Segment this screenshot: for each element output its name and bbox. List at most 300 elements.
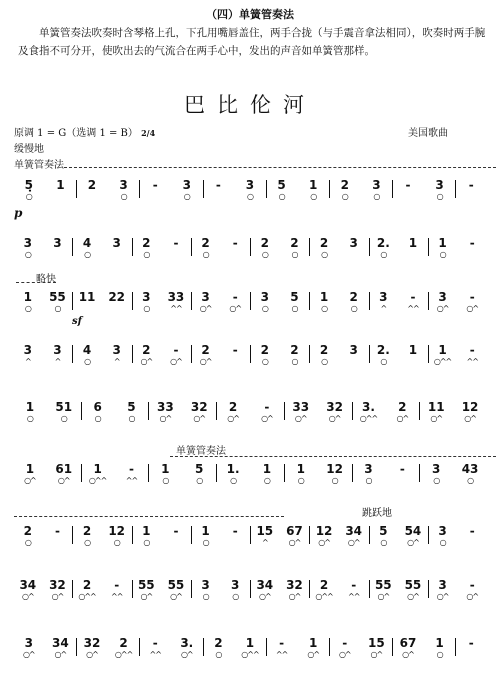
articulation-mark: ○ bbox=[84, 538, 91, 547]
note-cell bbox=[44, 290, 72, 314]
note: 3 bbox=[24, 636, 33, 650]
articulation-mark: ○^ bbox=[258, 592, 271, 601]
articulation-mark: ○ bbox=[232, 592, 239, 601]
articulation-mark: ○^ bbox=[54, 650, 67, 659]
note: 55 bbox=[404, 578, 422, 592]
note: 55 bbox=[167, 578, 185, 592]
note: 3 bbox=[112, 236, 121, 250]
note-cell bbox=[221, 236, 249, 250]
song-title: 巴比伦河 bbox=[184, 93, 316, 117]
note-cell bbox=[14, 290, 42, 314]
note-cell bbox=[192, 524, 220, 548]
note: 12 bbox=[461, 400, 479, 414]
articulation-mark: ○ bbox=[321, 304, 328, 313]
note: 1. bbox=[226, 462, 240, 476]
articulation-mark: ○^ bbox=[193, 414, 206, 423]
articulation-mark: ^^ bbox=[275, 650, 288, 659]
articulation-mark: ○^ bbox=[338, 650, 351, 659]
note: 2 bbox=[82, 578, 92, 592]
note-cell bbox=[399, 578, 427, 602]
articulation-mark: ○^ bbox=[170, 357, 182, 366]
articulation-mark: ○ bbox=[196, 476, 203, 485]
note: - bbox=[232, 236, 238, 250]
note-cell bbox=[310, 578, 338, 602]
articulation-mark: ○^ bbox=[24, 476, 36, 485]
note-cell bbox=[386, 462, 418, 476]
note: 1 bbox=[142, 524, 151, 538]
note: 1 bbox=[25, 400, 35, 414]
tempo-jumping: 跳跃地 bbox=[362, 508, 392, 519]
note-cell bbox=[420, 462, 452, 486]
articulation-mark: ○^^ bbox=[433, 357, 452, 366]
note-cell bbox=[133, 343, 161, 367]
articulation-mark: ○^ bbox=[347, 538, 360, 547]
key-signature bbox=[14, 124, 155, 139]
note-cell bbox=[73, 343, 101, 367]
note-cell bbox=[458, 236, 486, 250]
articulation-mark: ○ bbox=[380, 538, 387, 547]
note-cell bbox=[149, 400, 181, 424]
technique-span-line bbox=[64, 167, 496, 168]
note: 32 bbox=[190, 400, 208, 414]
articulation-mark: ○^^ bbox=[315, 592, 333, 601]
note: 5 bbox=[127, 400, 136, 414]
articulation-mark: ○ bbox=[54, 304, 61, 313]
note-cell bbox=[235, 178, 265, 202]
note-cell bbox=[340, 290, 368, 314]
note: 1 bbox=[56, 178, 65, 192]
articulation-mark: ○^ bbox=[294, 414, 307, 423]
upper-span-line bbox=[14, 516, 284, 517]
articulation-mark: ○^ bbox=[140, 357, 153, 366]
note-cell bbox=[82, 462, 114, 486]
note-cell bbox=[14, 178, 44, 202]
note-cell bbox=[386, 400, 418, 424]
note: 3 bbox=[112, 343, 121, 357]
articulation-mark: ○^ bbox=[180, 650, 193, 659]
note: - bbox=[264, 400, 270, 414]
articulation-mark: ○^^ bbox=[78, 592, 96, 601]
note: 3 bbox=[438, 290, 447, 304]
note: 3 bbox=[432, 462, 441, 476]
note-cell bbox=[48, 400, 80, 424]
note: 2 bbox=[260, 236, 269, 250]
articulation-mark: ○^ bbox=[328, 414, 341, 423]
note-cell bbox=[425, 178, 455, 202]
articulation-mark: ○^ bbox=[51, 592, 64, 601]
note: 3 bbox=[364, 462, 373, 476]
note-cell bbox=[298, 178, 328, 202]
note-cell bbox=[251, 400, 283, 424]
note-cell bbox=[14, 400, 46, 424]
note: 5 bbox=[379, 524, 388, 538]
note-cell bbox=[370, 290, 398, 314]
note-cell bbox=[109, 178, 139, 202]
articulation-mark: ○ bbox=[291, 304, 298, 313]
note: 55 bbox=[137, 578, 155, 592]
articulation-mark: ○ bbox=[350, 304, 357, 313]
note-cell bbox=[456, 636, 486, 650]
note-cell bbox=[103, 343, 131, 367]
dynamic-mark-p: p bbox=[14, 206, 23, 220]
note: - bbox=[342, 636, 348, 650]
articulation-mark: ○ bbox=[436, 650, 443, 659]
note-cell bbox=[133, 290, 161, 314]
note-cell bbox=[362, 178, 392, 202]
note: - bbox=[410, 290, 416, 304]
note-cell bbox=[251, 236, 279, 260]
note: 3 bbox=[182, 178, 191, 192]
note-cell bbox=[192, 343, 220, 367]
note-cell bbox=[310, 290, 338, 314]
note: 1 bbox=[438, 343, 447, 357]
note: 43 bbox=[461, 462, 479, 476]
score-row bbox=[0, 462, 500, 492]
note-cell bbox=[429, 236, 457, 260]
note-cell bbox=[298, 636, 328, 660]
articulation-mark: ○ bbox=[143, 304, 150, 313]
note: - bbox=[405, 178, 411, 192]
note-cell bbox=[44, 524, 72, 538]
note: 1 bbox=[245, 636, 255, 650]
note: 5 bbox=[277, 178, 286, 192]
articulation-mark: ○ bbox=[202, 250, 209, 259]
note-cell bbox=[183, 462, 215, 486]
note-cell bbox=[310, 343, 338, 367]
note: 2 bbox=[290, 343, 299, 357]
note-cell bbox=[172, 178, 202, 202]
articulation-mark: ○^ bbox=[436, 592, 449, 601]
technique-label-2: 单簧管奏法 bbox=[176, 446, 226, 457]
note-cell bbox=[192, 236, 220, 260]
note-cell bbox=[133, 578, 161, 602]
note-cell bbox=[82, 400, 114, 424]
note: 11 bbox=[427, 400, 445, 414]
note: - bbox=[469, 236, 475, 250]
note: 1 bbox=[161, 462, 170, 476]
note: - bbox=[232, 343, 238, 357]
note: 3 bbox=[53, 236, 62, 250]
articulation-mark: ○ bbox=[24, 538, 31, 547]
articulation-mark: ○ bbox=[143, 538, 150, 547]
note: 1 bbox=[201, 524, 210, 538]
articulation-mark: ○^ bbox=[318, 538, 330, 547]
articulation-mark: ○ bbox=[321, 357, 328, 366]
note-cell bbox=[14, 524, 42, 548]
articulation-mark: ○^ bbox=[430, 414, 443, 423]
articulation-mark: ○ bbox=[202, 538, 209, 547]
note-cell bbox=[458, 524, 486, 538]
note: 3. bbox=[362, 400, 375, 414]
note: 3 bbox=[231, 578, 240, 592]
articulation-mark: ○^ bbox=[86, 650, 98, 659]
note: 2 bbox=[340, 178, 349, 192]
note-cell bbox=[393, 636, 423, 660]
note-cell bbox=[429, 578, 457, 602]
note: 2 bbox=[319, 578, 329, 592]
articulation-mark: ○ bbox=[380, 357, 387, 366]
articulation-mark: ○^ bbox=[370, 650, 383, 659]
tempo-faster: 略快 bbox=[36, 274, 56, 285]
note-cell bbox=[281, 578, 309, 602]
note-cell bbox=[281, 524, 309, 548]
note: - bbox=[128, 462, 134, 476]
articulation-mark: ○ bbox=[120, 192, 127, 201]
note: 3 bbox=[349, 236, 358, 250]
note-cell bbox=[362, 636, 392, 660]
note: 1 bbox=[309, 636, 318, 650]
note-cell bbox=[162, 578, 190, 602]
note-cell bbox=[370, 343, 398, 367]
note-cell bbox=[393, 178, 423, 192]
song-origin: 美国歌曲 bbox=[408, 128, 448, 139]
note: 2 bbox=[23, 524, 32, 538]
note-cell bbox=[162, 524, 190, 538]
articulation-mark: ○^ bbox=[466, 592, 479, 601]
key-text: 原调 1 = G（选调 1 = B） bbox=[14, 128, 138, 139]
note: 2 bbox=[201, 236, 210, 250]
note: 1 bbox=[408, 343, 418, 357]
score-row bbox=[0, 636, 500, 666]
note-cell bbox=[399, 524, 427, 548]
score-row bbox=[0, 236, 500, 266]
note: 61 bbox=[55, 462, 73, 476]
note: 2 bbox=[119, 636, 128, 650]
note: 15 bbox=[256, 524, 274, 538]
articulation-mark: ○^ bbox=[402, 650, 414, 659]
note: 2. bbox=[376, 343, 390, 357]
note: 15 bbox=[368, 636, 385, 650]
note-cell bbox=[14, 343, 42, 367]
note: 32 bbox=[83, 636, 101, 650]
score-row bbox=[0, 178, 500, 208]
note-cell bbox=[103, 290, 131, 304]
note-cell bbox=[251, 290, 279, 314]
note: - bbox=[469, 290, 475, 304]
section-title: （四）单簧管奏法 bbox=[206, 8, 294, 21]
note-cell bbox=[420, 400, 452, 424]
articulation-mark: ○ bbox=[261, 250, 268, 259]
note: 3 bbox=[23, 343, 32, 357]
articulation-mark: ○ bbox=[24, 250, 31, 259]
note-cell bbox=[353, 462, 385, 486]
articulation-mark: ○ bbox=[94, 414, 101, 423]
articulation-mark: ○ bbox=[278, 192, 285, 201]
articulation-mark: ^ bbox=[54, 357, 61, 366]
note: 3 bbox=[379, 290, 388, 304]
note-cell bbox=[14, 578, 42, 602]
articulation-mark: ○ bbox=[297, 476, 304, 485]
articulation-mark: ○ bbox=[26, 414, 33, 423]
note: 34 bbox=[345, 524, 363, 538]
note: 67 bbox=[399, 636, 417, 650]
note-cell bbox=[149, 462, 181, 486]
tempo-marking: 缓慢地 bbox=[14, 144, 44, 155]
note: 1 bbox=[309, 178, 318, 192]
note-cell bbox=[251, 578, 279, 602]
note-cell bbox=[458, 578, 486, 602]
articulation-mark: ○ bbox=[433, 476, 440, 485]
note-cell bbox=[399, 343, 427, 357]
note-cell bbox=[73, 236, 101, 260]
articulation-mark: ○ bbox=[439, 538, 446, 547]
note: 2 bbox=[142, 343, 151, 357]
note: 3. bbox=[180, 636, 194, 650]
note-cell bbox=[172, 636, 202, 660]
note-cell bbox=[116, 400, 148, 424]
note: 2 bbox=[319, 343, 329, 357]
score-row bbox=[0, 524, 500, 554]
note: 34 bbox=[52, 636, 69, 650]
articulation-mark: ○ bbox=[261, 357, 268, 366]
note: 5 bbox=[290, 290, 299, 304]
articulation-mark: ○ bbox=[183, 192, 190, 201]
note-cell bbox=[425, 636, 455, 660]
note: 67 bbox=[286, 524, 303, 538]
note-cell bbox=[162, 290, 190, 314]
articulation-mark: ○^ bbox=[22, 650, 35, 659]
note-cell bbox=[133, 236, 161, 260]
note: 33 bbox=[167, 290, 185, 304]
note-cell bbox=[116, 462, 148, 486]
note-cell bbox=[340, 343, 368, 357]
note-cell bbox=[429, 524, 457, 548]
note-cell bbox=[204, 178, 234, 192]
articulation-mark: ○^ bbox=[199, 357, 212, 366]
articulation-mark: ○ bbox=[436, 192, 443, 201]
note: 3 bbox=[142, 290, 151, 304]
note: 54 bbox=[404, 524, 422, 538]
note: 32 bbox=[49, 578, 66, 592]
note: 2 bbox=[290, 236, 299, 250]
note-cell bbox=[140, 636, 170, 660]
note-cell bbox=[77, 636, 107, 660]
note: 3 bbox=[201, 290, 210, 304]
note-cell bbox=[162, 343, 190, 367]
dynamic-mark-sf: sf bbox=[72, 316, 82, 327]
note-cell bbox=[103, 236, 131, 250]
note: 2 bbox=[349, 290, 358, 304]
articulation-mark: ○ bbox=[215, 650, 222, 659]
tempo-faster-line bbox=[16, 282, 56, 283]
note: 4 bbox=[82, 343, 92, 357]
note: 3 bbox=[372, 178, 381, 192]
note: - bbox=[399, 462, 405, 476]
note: 3 bbox=[201, 578, 210, 592]
note-cell bbox=[330, 636, 360, 660]
note-cell bbox=[73, 524, 101, 548]
note: - bbox=[469, 524, 475, 538]
note-cell bbox=[221, 578, 249, 602]
note-cell bbox=[310, 236, 338, 260]
note: 3 bbox=[23, 236, 32, 250]
note: 34 bbox=[19, 578, 37, 592]
note: 2 bbox=[82, 524, 92, 538]
note-cell bbox=[370, 578, 398, 602]
articulation-mark: ○ bbox=[84, 357, 91, 366]
note-cell bbox=[285, 400, 317, 424]
note: 34 bbox=[256, 578, 274, 592]
articulation-mark: ○^ bbox=[377, 592, 390, 601]
note-cell bbox=[221, 343, 249, 357]
note: 3 bbox=[349, 343, 358, 357]
articulation-mark: ○ bbox=[380, 250, 387, 259]
note-cell bbox=[399, 290, 427, 314]
articulation-mark: ○ bbox=[143, 250, 150, 259]
note: 1 bbox=[435, 636, 444, 650]
note-cell bbox=[133, 524, 161, 548]
note-cell bbox=[370, 236, 398, 260]
articulation-mark: ○ bbox=[25, 192, 32, 201]
note: 2 bbox=[142, 236, 151, 250]
articulation-mark: ○^ bbox=[466, 304, 479, 313]
articulation-mark: ○^ bbox=[464, 414, 476, 423]
articulation-mark: ○ bbox=[113, 538, 120, 547]
note-cell bbox=[281, 236, 309, 260]
note: 1 bbox=[93, 462, 102, 476]
articulation-mark: ○^ bbox=[170, 592, 182, 601]
note: - bbox=[232, 290, 238, 304]
note-cell bbox=[73, 290, 101, 304]
note-cell bbox=[235, 636, 265, 660]
note: 1 bbox=[296, 462, 305, 476]
note: 3 bbox=[53, 343, 62, 357]
note-cell bbox=[281, 290, 309, 314]
note-cell bbox=[44, 236, 72, 250]
score-row bbox=[0, 578, 500, 608]
articulation-mark: ○^ bbox=[307, 650, 320, 659]
note: - bbox=[114, 578, 120, 592]
note-cell bbox=[456, 178, 486, 192]
note: 3 bbox=[245, 178, 255, 192]
note: 2 bbox=[260, 343, 269, 357]
articulation-mark: ○^ bbox=[436, 304, 449, 313]
articulation-mark: ○ bbox=[331, 476, 338, 485]
articulation-mark: ○^ bbox=[288, 592, 301, 601]
note: 4 bbox=[82, 236, 92, 250]
articulation-mark: ○^ bbox=[57, 476, 70, 485]
note-cell bbox=[162, 236, 190, 250]
note-cell bbox=[251, 343, 279, 367]
note: 2 bbox=[214, 636, 223, 650]
score-row bbox=[0, 290, 500, 320]
note-cell bbox=[310, 524, 338, 548]
note: 12 bbox=[315, 524, 333, 538]
articulation-mark: ○ bbox=[341, 192, 348, 201]
note-cell bbox=[458, 290, 486, 314]
articulation-mark: ○^ bbox=[407, 538, 419, 547]
note: 2. bbox=[376, 236, 390, 250]
articulation-mark: ^ bbox=[24, 357, 31, 366]
articulation-mark: ○^ bbox=[140, 592, 153, 601]
note-cell bbox=[192, 290, 220, 314]
articulation-mark: ○ bbox=[246, 192, 253, 201]
note-cell bbox=[14, 636, 44, 660]
note-cell bbox=[183, 400, 215, 424]
note-cell bbox=[251, 462, 283, 486]
note-cell bbox=[340, 236, 368, 250]
articulation-mark: ○^ bbox=[199, 304, 212, 313]
articulation-mark: ○ bbox=[24, 304, 31, 313]
note-cell bbox=[46, 636, 76, 660]
articulation-mark: ○ bbox=[321, 250, 328, 259]
note: - bbox=[469, 578, 475, 592]
articulation-mark: ○^^ bbox=[88, 476, 107, 485]
note: - bbox=[152, 636, 158, 650]
articulation-mark: ○ bbox=[467, 476, 474, 485]
note: - bbox=[152, 178, 158, 192]
note: - bbox=[215, 178, 221, 192]
